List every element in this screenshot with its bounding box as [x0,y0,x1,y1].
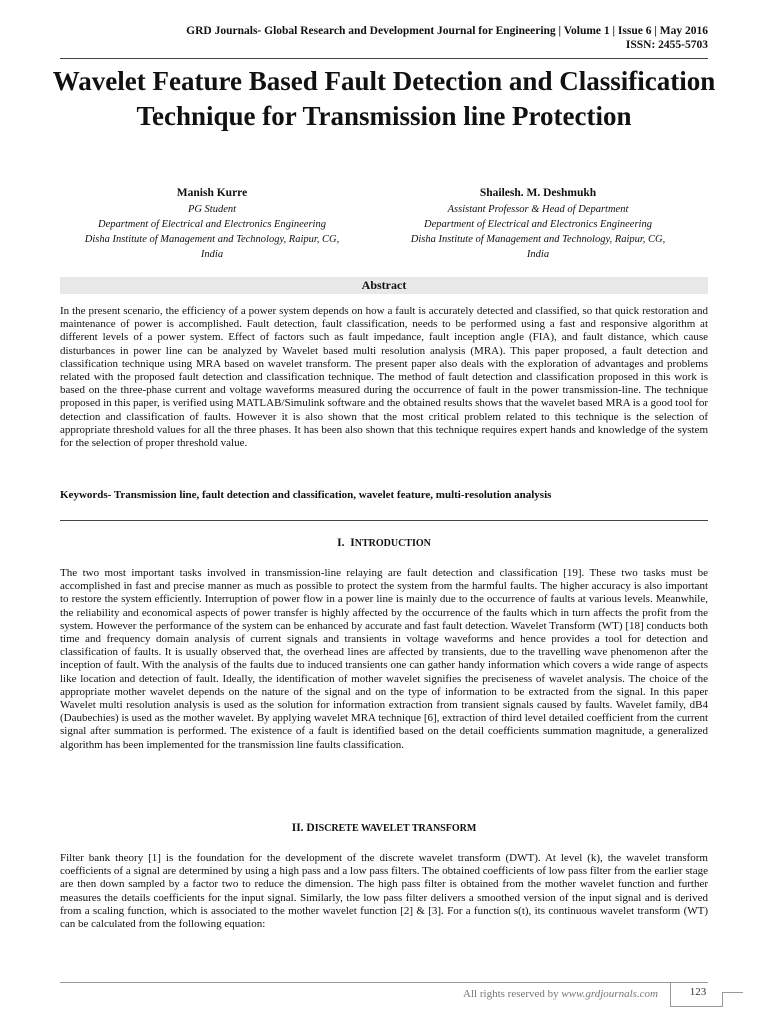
page-number: 123 [689,986,707,998]
author-name: Shailesh. M. Deshmukh [479,187,597,199]
author-institute: Disha Institute of Management and Technology, Raipur, CG, [84,234,340,245]
journal-citation: GRD Journals- Global Research and Development Journal for Engineering | Volume 1 | Issue 6 | May 2016 [186,25,708,37]
section-divider [60,520,708,521]
abstract-text: In the present scenario, the efficiency of a power system depends on how a fault is accurately detected and classified, so that quick restoration and maintenance of power is accomplished. Fault detection, fault classification, needs to be performed using a fast and responsive algorithm at different levels of a power system. Effect of factors such as fault impedance, fault inception angle (FIA), and fault distance, which cause disturbances in power line can be analyzed by Wavelet based multi resolution analysis (MRA). This paper proposed, a fault detection and classification technique using MRA based on wavelet transform. The present paper also deals with the exploration of advantages and problems related with the proposed fault detection and classification technique. The method of fault detection and classification proposed in this work is based on the three-phase current and voltage waveforms measured during the occurrence of fault in the power transmission-line. The technique proposed in this paper, is verified using MATLAB/Simulink software and the obtained results shows that the wavelet based MRA is a good tool for detection and classification of faults. However it is also shown that the most critical problem related to this technique is the selection of appropriate threshold values for all the three phases. It has been also shown that this technique requires expert hands and knowledge of the system for the selection of proper threshold value. [60,305,708,450]
author-country: India [526,249,550,260]
author-name: Manish Kurre [176,187,248,199]
author-department: Department of Electrical and Electronics Engineering [424,219,652,230]
journal-header [60,24,708,52]
footer-divider [60,982,708,983]
author-country: India [200,249,224,260]
section-title-rest: ISCRETE WAVELET TRANSFORM [314,823,477,834]
page-corner-decoration [722,992,743,1007]
section-number: I. [337,537,345,549]
author-block-1 [52,186,372,262]
keywords: Keywords- Transmission line, fault detection and classification, wavelet feature, multi-resolution analysis [60,489,552,501]
author-position: PG Student [187,204,237,215]
abstract-heading: Abstract [60,277,708,294]
section-heading-introduction [60,537,708,549]
issn: ISSN: 2455-5703 [625,39,708,51]
header-divider [60,58,708,59]
section-number: II. [291,822,304,834]
journal-site-link[interactable]: www.grdjournals.com [561,988,658,1000]
section-title-initial: D [306,822,315,834]
footer-rights [463,988,658,1000]
author-position: Assistant Professor & Head of Department [447,204,629,215]
author-department: Department of Electrical and Electronics Engineering [98,219,326,230]
author-block-2 [378,186,698,262]
section-title-rest: NTRODUCTION [354,538,431,549]
introduction-text: The two most important tasks involved in transmission-line relaying are fault detection and classification [19]. These two tasks must be accomplished in fast and precise manner as much as possible to protect the system from the harmful faults. The higher accuracy is also important to restore the system efficiently. Interruption of power flow in a power line is mainly due to the occurrence of faults at various levels. Meanwhile, the reliability and economical aspects of power transfer is highly affected by the occurrence of the faults which in turn affects the profit from the system. However the performance of the system can be enhanced by accurate and fast fault detection. Wavelet Transform (WT) [18] conducts both time and frequency domain analysis of current signals and transients in voltage waveforms and hence provides a tool for detection and classification of faults. It is usually observed that, the overhead lines are affected by transients, due to the travelling wave phenomenon after the inception of fault. With the analysis of the faults due to induced transients one can gather handy information which covers a wide range of aspects like location and detection of fault. Ideally, the identification of mother wavelet signifies the preciseness of wavelet analysis. The choice of the appropriate mother wavelet depends on the nature of the signal and on the type of information to be extracted from the signal. In this paper Wavelet multi resolution analysis is used as the solution for information extraction from transient signals caused by faults. Wavelet family, dB4 (Daubechies) is used as the mother wavelet. By applying wavelet MRA technique [6], extraction of third level detailed coefficient from the current signal after summation is performed. The existence of a fault is identified based on the detail coefficients summation magnitude, a generalized algorithm has been implemented for the transmission line faults classification. [60,567,708,751]
rights-text: All rights reserved by [463,988,562,1000]
section-heading-dwt [60,822,708,834]
paper-title: Wavelet Feature Based Fault Detection and Classification Technique for Transmission line Protection [52,66,716,131]
author-institute: Disha Institute of Management and Technology, Raipur, CG, [410,234,666,245]
section-title-initial: I [350,537,355,549]
dwt-text: Filter bank theory [1] is the foundation for the development of the discrete wavelet transform (DWT). At level (k), the wavelet transform coefficients of a signal are determined by using a high pass and a low pass filters. The obtained coefficients of low pass filter from the earlier stage are then down sampled by a factor two to reduce the dimension. The high pass filter is obtained from the mother wavelet function and further measures the details coefficients for the input signal. Similarly, the low pass filter delivers a smoothed version of the input signal and is derived from a scaling function, which is associated to the mother wavelet function [2] & [3]. For a function s(t), its continuous wavelet transform (WT) can be calculated from the following equation: [60,852,708,931]
